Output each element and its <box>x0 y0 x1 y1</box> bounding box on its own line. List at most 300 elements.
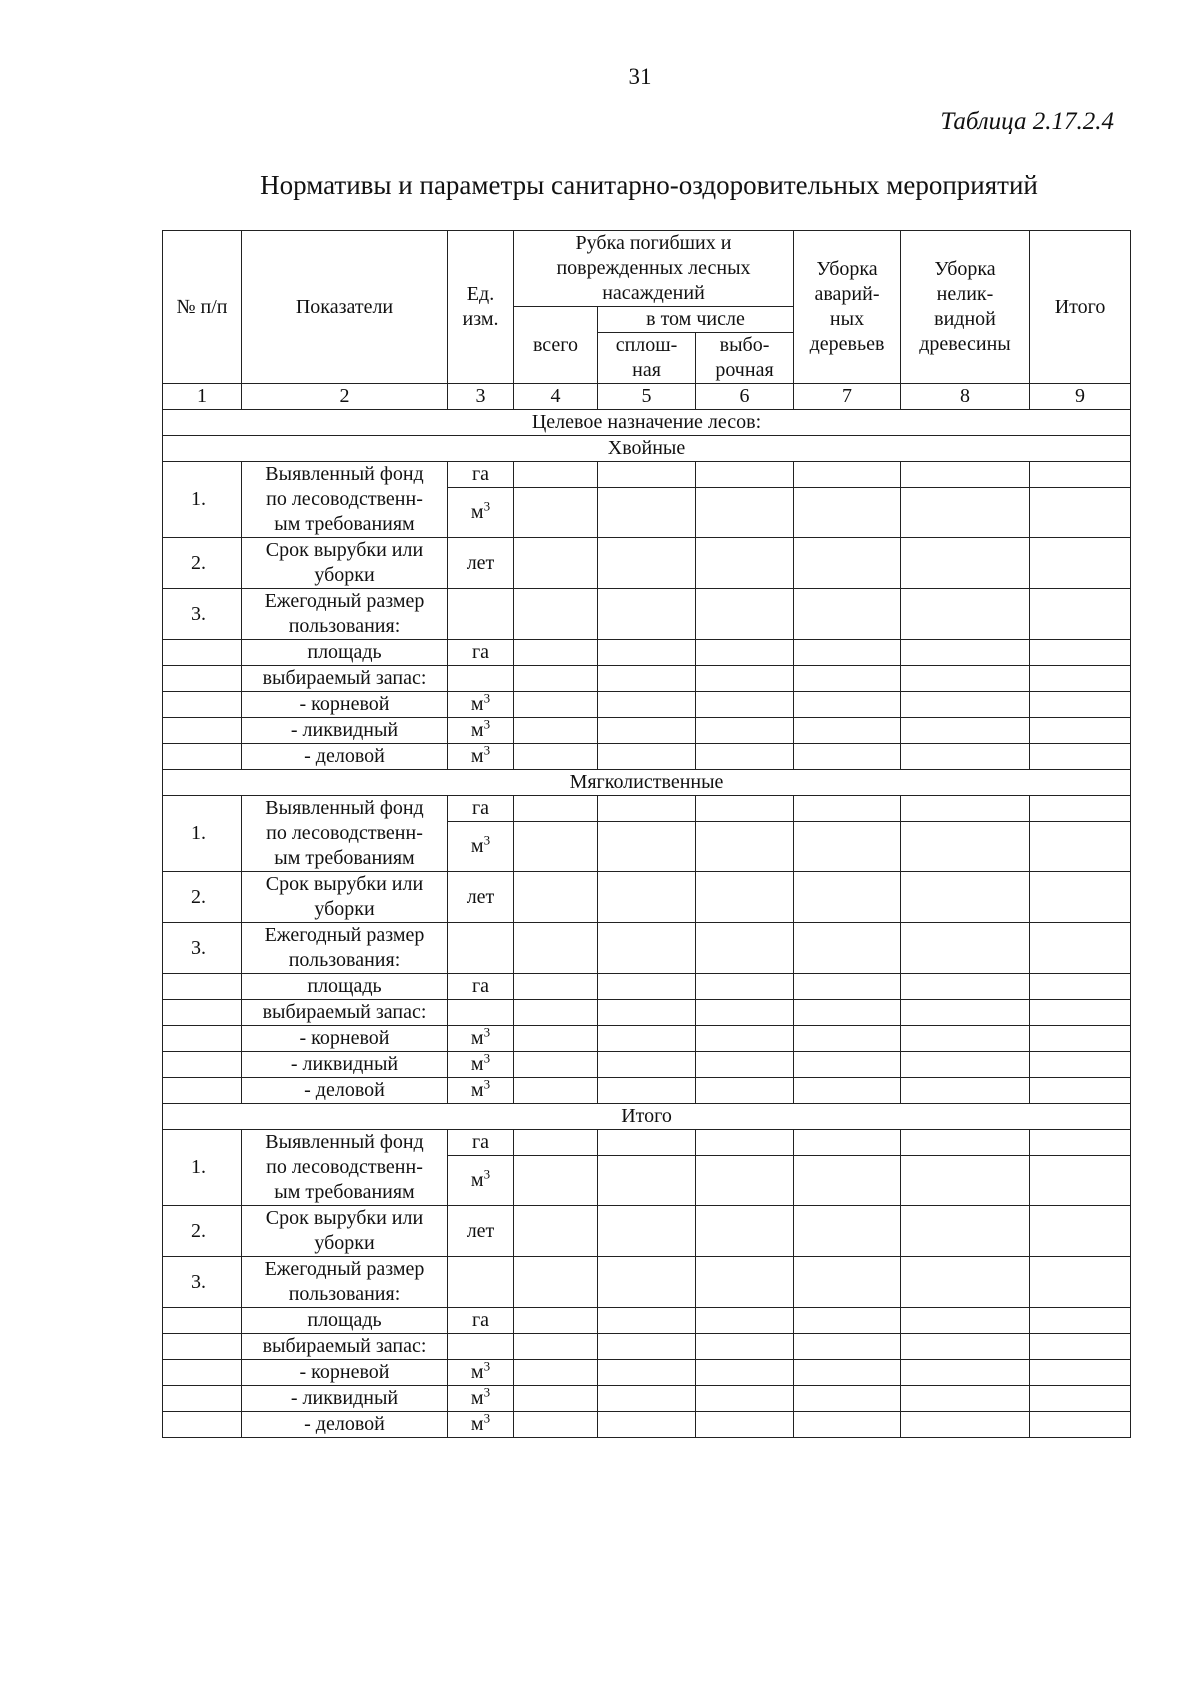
row-number <box>163 718 242 744</box>
value-cell <box>1030 589 1131 640</box>
value-cell <box>1030 923 1131 974</box>
row-number <box>163 1386 242 1412</box>
norms-table <box>162 230 1131 1438</box>
value-cell <box>514 1130 598 1156</box>
value-cell <box>696 462 794 488</box>
indicator-root: - корневой <box>242 692 448 718</box>
row-number: 2. <box>163 538 242 589</box>
value-cell <box>901 1360 1030 1386</box>
value-cell <box>1030 462 1131 488</box>
header-indicators: Показатели <box>242 231 448 384</box>
value-cell <box>901 1026 1030 1052</box>
value-cell <box>901 1334 1030 1360</box>
value-cell <box>1030 974 1131 1000</box>
unit-superscript: 3 <box>483 1025 491 1040</box>
row-number: 1. <box>163 1130 242 1206</box>
value-cell <box>696 1052 794 1078</box>
indicator-line: ым требованиям <box>274 1181 415 1203</box>
indicator-line: пользования: <box>288 615 401 637</box>
value-cell <box>1030 872 1131 923</box>
row-number: 1. <box>163 796 242 872</box>
value-cell <box>794 974 901 1000</box>
value-cell <box>1030 1206 1131 1257</box>
row-number: 3. <box>163 589 242 640</box>
header-clear-cut <box>598 333 696 384</box>
unit-cell <box>448 1000 514 1026</box>
value-cell <box>1030 1026 1131 1052</box>
value-cell <box>901 488 1030 538</box>
header-selective <box>696 333 794 384</box>
value-cell <box>794 1308 901 1334</box>
value-cell <box>514 1334 598 1360</box>
value-cell <box>794 692 901 718</box>
value-cell <box>696 1360 794 1386</box>
value-cell <box>598 462 696 488</box>
value-cell <box>696 488 794 538</box>
indicator-root: - корневой <box>242 1360 448 1386</box>
value-cell <box>696 974 794 1000</box>
unit-cell <box>448 1386 514 1412</box>
value-cell <box>696 1026 794 1052</box>
indicator-area: площадь <box>242 1308 448 1334</box>
section-title: Итого <box>163 1104 1131 1130</box>
indicator-line: Срок вырубки или <box>265 1207 424 1229</box>
row-number <box>163 666 242 692</box>
indicator-stock: выбираемый запас: <box>242 1334 448 1360</box>
col-number: 6 <box>696 384 794 410</box>
unit-superscript: 3 <box>483 1166 491 1182</box>
value-cell <box>901 872 1030 923</box>
value-cell <box>696 1412 794 1438</box>
indicator-stock: выбираемый запас: <box>242 666 448 692</box>
value-cell <box>1030 744 1131 770</box>
value-cell <box>901 744 1030 770</box>
unit-superscript: 3 <box>483 717 491 732</box>
value-cell <box>1030 538 1131 589</box>
value-cell <box>696 718 794 744</box>
unit-cell <box>448 1334 514 1360</box>
value-cell <box>794 538 901 589</box>
header-clear-line1: сплош- <box>615 334 678 356</box>
value-cell <box>514 796 598 822</box>
value-cell <box>696 1206 794 1257</box>
header-total-sub: всего <box>514 307 598 384</box>
row-number <box>163 974 242 1000</box>
value-cell <box>901 640 1030 666</box>
header-including: в том числе <box>598 307 794 333</box>
unit-text: м <box>470 1169 484 1191</box>
header-illiq-line1: Уборка <box>934 258 996 280</box>
indicator-area: площадь <box>242 974 448 1000</box>
value-cell <box>598 822 696 872</box>
value-cell <box>794 1052 901 1078</box>
indicator-annual-use <box>242 923 448 974</box>
value-cell <box>794 718 901 744</box>
col-number: 3 <box>448 384 514 410</box>
header-illiq-line4: древесины <box>919 333 1011 355</box>
unit-cell <box>448 1052 514 1078</box>
value-cell <box>1030 1078 1131 1104</box>
unit-cell <box>448 692 514 718</box>
value-cell <box>794 744 901 770</box>
value-cell <box>598 488 696 538</box>
header-num: № п/п <box>163 231 242 384</box>
indicator-area: площадь <box>242 640 448 666</box>
col-number: 9 <box>1030 384 1131 410</box>
value-cell <box>598 796 696 822</box>
row-number <box>163 640 242 666</box>
header-felling-line2: поврежденных лесных <box>556 257 751 279</box>
value-cell <box>598 1052 696 1078</box>
value-cell <box>1030 822 1131 872</box>
indicator-liquid: - ликвидный <box>242 718 448 744</box>
value-cell <box>1030 1360 1131 1386</box>
indicator-cut-term <box>242 872 448 923</box>
document-title: Нормативы и параметры санитарно-оздоровительных мероприятий <box>260 170 1038 200</box>
value-cell <box>794 666 901 692</box>
value-cell <box>514 1000 598 1026</box>
value-cell <box>696 692 794 718</box>
unit-cell <box>448 1257 514 1308</box>
unit-cell: лет <box>448 872 514 923</box>
value-cell <box>696 1130 794 1156</box>
header-unit-line2: изм. <box>462 308 499 330</box>
unit-cell: лет <box>448 1206 514 1257</box>
value-cell <box>794 1334 901 1360</box>
value-cell <box>794 1360 901 1386</box>
section-title: Мягколиственные <box>163 770 1131 796</box>
indicator-line: Выявленный фонд <box>265 463 424 485</box>
unit-cell <box>448 488 514 538</box>
value-cell <box>598 1360 696 1386</box>
value-cell <box>901 1078 1030 1104</box>
value-cell <box>901 1052 1030 1078</box>
value-cell <box>598 1000 696 1026</box>
value-cell <box>794 462 901 488</box>
col-number: 1 <box>163 384 242 410</box>
header-felling <box>514 231 794 307</box>
row-number <box>163 1334 242 1360</box>
unit-cell <box>448 923 514 974</box>
section-title: Хвойные <box>163 436 1131 462</box>
value-cell <box>696 796 794 822</box>
unit-text: м <box>470 745 484 767</box>
value-cell <box>1030 488 1131 538</box>
value-cell <box>1030 1130 1131 1156</box>
indicator-line: Срок вырубки или <box>265 873 424 895</box>
value-cell <box>696 1308 794 1334</box>
value-cell <box>1030 1156 1131 1206</box>
value-cell <box>598 923 696 974</box>
value-cell <box>794 1206 901 1257</box>
row-number <box>163 1026 242 1052</box>
unit-text: м <box>470 835 484 857</box>
value-cell <box>794 872 901 923</box>
unit-cell: лет <box>448 538 514 589</box>
header-emergency-trees <box>794 231 901 384</box>
unit-cell: га <box>448 462 514 488</box>
row-number <box>163 1360 242 1386</box>
row-number: 3. <box>163 1257 242 1308</box>
purpose-label: Целевое назначение лесов: <box>163 410 1131 436</box>
value-cell <box>514 666 598 692</box>
indicator-line: Выявленный фонд <box>265 1131 424 1153</box>
unit-cell: га <box>448 974 514 1000</box>
header-emerg-line3: ных <box>829 308 865 330</box>
indicator-line: уборки <box>314 1232 375 1254</box>
unit-text: м <box>470 1413 484 1435</box>
col-number: 2 <box>242 384 448 410</box>
value-cell <box>696 640 794 666</box>
indicator-liquid: - ликвидный <box>242 1386 448 1412</box>
unit-text: м <box>470 501 484 523</box>
row-number <box>163 1412 242 1438</box>
value-cell <box>598 1412 696 1438</box>
value-cell <box>514 488 598 538</box>
value-cell <box>901 923 1030 974</box>
indicator-line: по лесоводственн- <box>266 822 423 844</box>
value-cell <box>598 538 696 589</box>
unit-superscript: 3 <box>483 832 491 848</box>
value-cell <box>598 1257 696 1308</box>
unit-text: м <box>470 1053 484 1075</box>
value-cell <box>598 974 696 1000</box>
value-cell <box>794 640 901 666</box>
value-cell <box>1030 1334 1131 1360</box>
value-cell <box>794 1156 901 1206</box>
value-cell <box>598 692 696 718</box>
value-cell <box>598 1206 696 1257</box>
value-cell <box>598 1308 696 1334</box>
indicator-line: пользования: <box>288 1283 401 1305</box>
row-number <box>163 1308 242 1334</box>
col-number: 5 <box>598 384 696 410</box>
value-cell <box>696 1386 794 1412</box>
unit-cell <box>448 718 514 744</box>
indicator-detected-fund <box>242 1130 448 1206</box>
indicator-line: ым требованиям <box>274 847 415 869</box>
indicator-stock: выбираемый запас: <box>242 1000 448 1026</box>
value-cell <box>514 1308 598 1334</box>
unit-cell <box>448 822 514 872</box>
value-cell <box>598 718 696 744</box>
value-cell <box>901 1386 1030 1412</box>
value-cell <box>514 1360 598 1386</box>
value-cell <box>696 538 794 589</box>
value-cell <box>1030 796 1131 822</box>
unit-cell <box>448 1412 514 1438</box>
row-number: 2. <box>163 872 242 923</box>
value-cell <box>598 744 696 770</box>
value-cell <box>696 923 794 974</box>
page-number: 31 <box>628 64 652 89</box>
unit-cell: га <box>448 1130 514 1156</box>
indicator-detected-fund <box>242 462 448 538</box>
value-cell <box>598 589 696 640</box>
unit-cell <box>448 1156 514 1206</box>
unit-superscript: 3 <box>483 1385 491 1400</box>
value-cell <box>1030 640 1131 666</box>
value-cell <box>514 923 598 974</box>
value-cell <box>598 1130 696 1156</box>
header-sel-line1: выбо- <box>719 334 770 356</box>
value-cell <box>1030 1257 1131 1308</box>
unit-text: м <box>470 1079 484 1101</box>
indicator-line: Выявленный фонд <box>265 797 424 819</box>
value-cell <box>514 462 598 488</box>
indicator-annual-use <box>242 589 448 640</box>
value-cell <box>514 744 598 770</box>
value-cell <box>901 718 1030 744</box>
header-felling-line3: насаждений <box>602 282 705 304</box>
value-cell <box>1030 1052 1131 1078</box>
unit-superscript: 3 <box>483 498 491 514</box>
unit-superscript: 3 <box>483 1077 491 1092</box>
value-cell <box>514 640 598 666</box>
value-cell <box>514 1386 598 1412</box>
value-cell <box>901 462 1030 488</box>
row-number: 3. <box>163 923 242 974</box>
header-unit <box>448 231 514 384</box>
value-cell <box>901 822 1030 872</box>
value-cell <box>514 1078 598 1104</box>
unit-cell <box>448 744 514 770</box>
indicator-line: уборки <box>314 564 375 586</box>
value-cell <box>901 666 1030 692</box>
unit-text: м <box>470 1387 484 1409</box>
value-cell <box>901 1308 1030 1334</box>
value-cell <box>901 1206 1030 1257</box>
unit-superscript: 3 <box>483 1359 491 1374</box>
value-cell <box>696 1156 794 1206</box>
value-cell <box>598 666 696 692</box>
value-cell <box>514 974 598 1000</box>
value-cell <box>901 1412 1030 1438</box>
value-cell <box>514 1156 598 1206</box>
header-emerg-line4: деревьев <box>809 333 885 355</box>
header-emerg-line1: Уборка <box>816 258 878 280</box>
unit-superscript: 3 <box>483 691 491 706</box>
indicator-detected-fund <box>242 796 448 872</box>
indicator-line: Срок вырубки или <box>265 539 424 561</box>
value-cell <box>598 640 696 666</box>
value-cell <box>794 1386 901 1412</box>
value-cell <box>696 666 794 692</box>
value-cell <box>901 589 1030 640</box>
header-emerg-line2: аварий- <box>814 283 880 305</box>
value-cell <box>794 1000 901 1026</box>
value-cell <box>794 488 901 538</box>
value-cell <box>514 692 598 718</box>
value-cell <box>901 1257 1030 1308</box>
value-cell <box>794 589 901 640</box>
col-number: 4 <box>514 384 598 410</box>
unit-text: м <box>470 1361 484 1383</box>
value-cell <box>901 1130 1030 1156</box>
indicator-line: уборки <box>314 898 375 920</box>
value-cell <box>598 1386 696 1412</box>
value-cell <box>514 1052 598 1078</box>
col-number: 8 <box>901 384 1030 410</box>
row-number <box>163 692 242 718</box>
unit-cell <box>448 1026 514 1052</box>
value-cell <box>598 1026 696 1052</box>
indicator-business: - деловой <box>242 744 448 770</box>
indicator-line: Ежегодный размер <box>264 924 425 946</box>
unit-cell <box>448 666 514 692</box>
value-cell <box>514 1257 598 1308</box>
indicator-liquid: - ликвидный <box>242 1052 448 1078</box>
value-cell <box>901 692 1030 718</box>
value-cell <box>794 796 901 822</box>
value-cell <box>598 872 696 923</box>
value-cell <box>1030 1000 1131 1026</box>
value-cell <box>1030 1386 1131 1412</box>
value-cell <box>696 1334 794 1360</box>
value-cell <box>696 1000 794 1026</box>
indicator-cut-term <box>242 1206 448 1257</box>
indicator-root: - корневой <box>242 1026 448 1052</box>
row-number <box>163 1078 242 1104</box>
unit-cell: га <box>448 640 514 666</box>
indicator-line: пользования: <box>288 949 401 971</box>
value-cell <box>794 1078 901 1104</box>
value-cell <box>598 1078 696 1104</box>
value-cell <box>1030 718 1131 744</box>
indicator-business: - деловой <box>242 1412 448 1438</box>
value-cell <box>794 1412 901 1438</box>
value-cell <box>794 923 901 974</box>
unit-superscript: 3 <box>483 1051 491 1066</box>
unit-text: м <box>470 693 484 715</box>
value-cell <box>794 1026 901 1052</box>
header-illiq-line2: нелик- <box>936 283 994 305</box>
header-clear-line2: ная <box>632 359 661 381</box>
indicator-cut-term <box>242 538 448 589</box>
unit-cell: га <box>448 1308 514 1334</box>
row-number <box>163 1052 242 1078</box>
unit-cell <box>448 1360 514 1386</box>
row-number: 1. <box>163 462 242 538</box>
header-felling-line1: Рубка погибших и <box>575 232 732 254</box>
value-cell <box>1030 1412 1131 1438</box>
value-cell <box>696 589 794 640</box>
unit-text: м <box>470 719 484 741</box>
indicator-line: по лесоводственн- <box>266 1156 423 1178</box>
value-cell <box>901 974 1030 1000</box>
value-cell <box>901 1000 1030 1026</box>
value-cell <box>514 872 598 923</box>
value-cell <box>514 1026 598 1052</box>
value-cell <box>696 822 794 872</box>
table-label: Таблица 2.17.2.4 <box>940 108 1114 135</box>
value-cell <box>901 1156 1030 1206</box>
value-cell <box>514 1412 598 1438</box>
value-cell <box>598 1156 696 1206</box>
value-cell <box>1030 666 1131 692</box>
unit-cell: га <box>448 796 514 822</box>
indicator-line: ым требованиям <box>274 513 415 535</box>
value-cell <box>696 1078 794 1104</box>
header-sel-line2: рочная <box>715 359 774 381</box>
col-number: 7 <box>794 384 901 410</box>
indicator-annual-use <box>242 1257 448 1308</box>
value-cell <box>514 589 598 640</box>
unit-cell <box>448 589 514 640</box>
value-cell <box>901 538 1030 589</box>
unit-superscript: 3 <box>483 1411 491 1426</box>
unit-superscript: 3 <box>483 743 491 758</box>
